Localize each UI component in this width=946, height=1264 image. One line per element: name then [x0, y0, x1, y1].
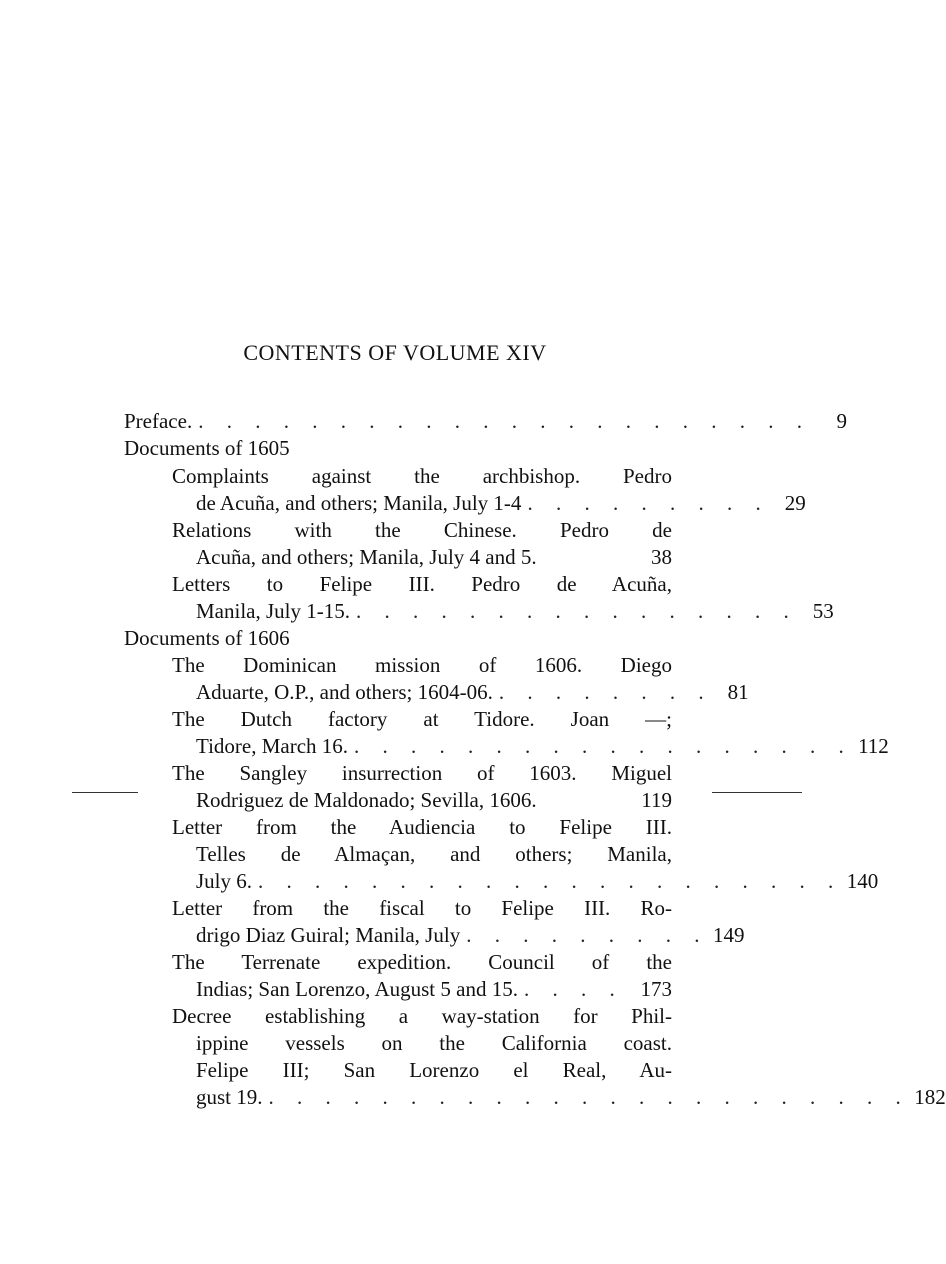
toc-entry-title: The Sangley insurrection of 1603. Miguel	[172, 761, 672, 785]
toc-entry-title: Decree establishing a way-station for Phil-	[172, 1004, 672, 1028]
toc-page-number: 29	[784, 491, 806, 515]
toc-entry-line: Telles de Almaçan, and others; Manila,	[196, 842, 672, 866]
toc-entry-line	[196, 490, 806, 516]
toc-page-number: 149	[712, 923, 745, 947]
leader-dots: . . . . . . . . . . . . . . . .	[355, 599, 798, 623]
toc-entry-line	[196, 1084, 946, 1110]
toc-entry-text: Acuña, and others; Manila, July 4 and 5.	[196, 545, 537, 569]
toc-entry-line	[196, 787, 672, 813]
toc-page-number: 173	[640, 977, 672, 1001]
toc-entry-line	[196, 598, 834, 624]
toc-page-number: 81	[727, 680, 749, 704]
toc-entry-line	[196, 733, 889, 759]
leader-dots: . . . . . . . . . . . . . . . . . . . . . . .	[268, 1085, 910, 1109]
leader-dots: . . . . . . . . .	[466, 923, 709, 947]
toc-entry-text: drigo Diaz Guiral; Manila, July	[196, 923, 461, 947]
toc-entry-line	[196, 868, 879, 894]
toc-entry-title: Letter from the fiscal to Felipe III. Ro-	[172, 896, 672, 920]
left-margin-rule	[72, 792, 138, 793]
leader-dots: . . . . . . . . . . . . . . . . . . . . .	[258, 869, 843, 893]
toc-page-number: 112	[858, 734, 889, 758]
toc-section-heading: Documents of 1605	[124, 436, 290, 460]
toc-entry-title: Relations with the Chinese. Pedro de	[172, 518, 672, 542]
toc-entry-text: Rodriguez de Maldonado; Sevilla, 1606.	[196, 788, 537, 812]
toc-page-number: 9	[836, 409, 847, 433]
toc-entry-title: The Terrenate expedition. Council of the	[172, 950, 672, 974]
toc-entry-text: July 6.	[196, 869, 253, 893]
toc-page-number: 140	[846, 869, 879, 893]
toc-entry-title: The Dutch factory at Tidore. Joan —;	[172, 707, 672, 731]
toc-entry-title: Letter from the Audiencia to Felipe III.	[172, 815, 672, 839]
toc-entry-line	[196, 976, 672, 1002]
toc-entry-title: The Dominican mission of 1606. Diego	[172, 653, 672, 677]
toc-section-heading: Documents of 1606	[124, 626, 290, 650]
leader-dots: . . . .	[523, 977, 624, 1001]
toc-entry-line: ippine vessels on the California coast.	[196, 1031, 672, 1055]
toc-entry-text: Manila, July 1-15.	[196, 599, 350, 623]
leader-dots: . . . . . . . . .	[527, 491, 770, 515]
toc-entry-text: gust 19.	[196, 1085, 263, 1109]
toc-page-number: 38	[651, 545, 672, 569]
leader-dots: . . . . . . . . . . . . . . . . . .	[354, 734, 853, 758]
toc-entry-preface	[124, 408, 847, 434]
toc-entry-line	[196, 679, 749, 705]
toc-page-number: 53	[812, 599, 834, 623]
toc-entry-line	[196, 922, 745, 948]
toc-entry-line: Felipe III; San Lorenzo el Real, Au-	[196, 1058, 672, 1082]
toc-entry-title: Complaints against the archbishop. Pedro	[172, 464, 672, 488]
leader-dots	[537, 544, 636, 570]
leader-dots: . . . . . . . .	[498, 680, 713, 704]
toc-page-number: 182	[914, 1085, 946, 1109]
toc-entry-text: Aduarte, O.P., and others; 1604-06.	[196, 680, 493, 704]
leader-dots	[537, 787, 636, 813]
toc-entry-text: de Acuña, and others; Manila, July 1-4	[196, 491, 522, 515]
toc-entry-text: Indias; San Lorenzo, August 5 and 15.	[196, 977, 518, 1001]
right-margin-rule	[712, 792, 802, 793]
toc-entry-title: Letters to Felipe III. Pedro de Acuña,	[172, 572, 672, 596]
toc-entry-title: Preface.	[124, 409, 193, 433]
toc-entry-text: Tidore, March 16.	[196, 734, 349, 758]
page-title: CONTENTS OF VOLUME XIV	[243, 340, 547, 365]
toc-entry-line	[196, 544, 672, 570]
toc-page-number: 119	[641, 788, 672, 812]
leader-dots: . . . . . . . . . . . . . . . . . . . . . .	[198, 409, 811, 433]
